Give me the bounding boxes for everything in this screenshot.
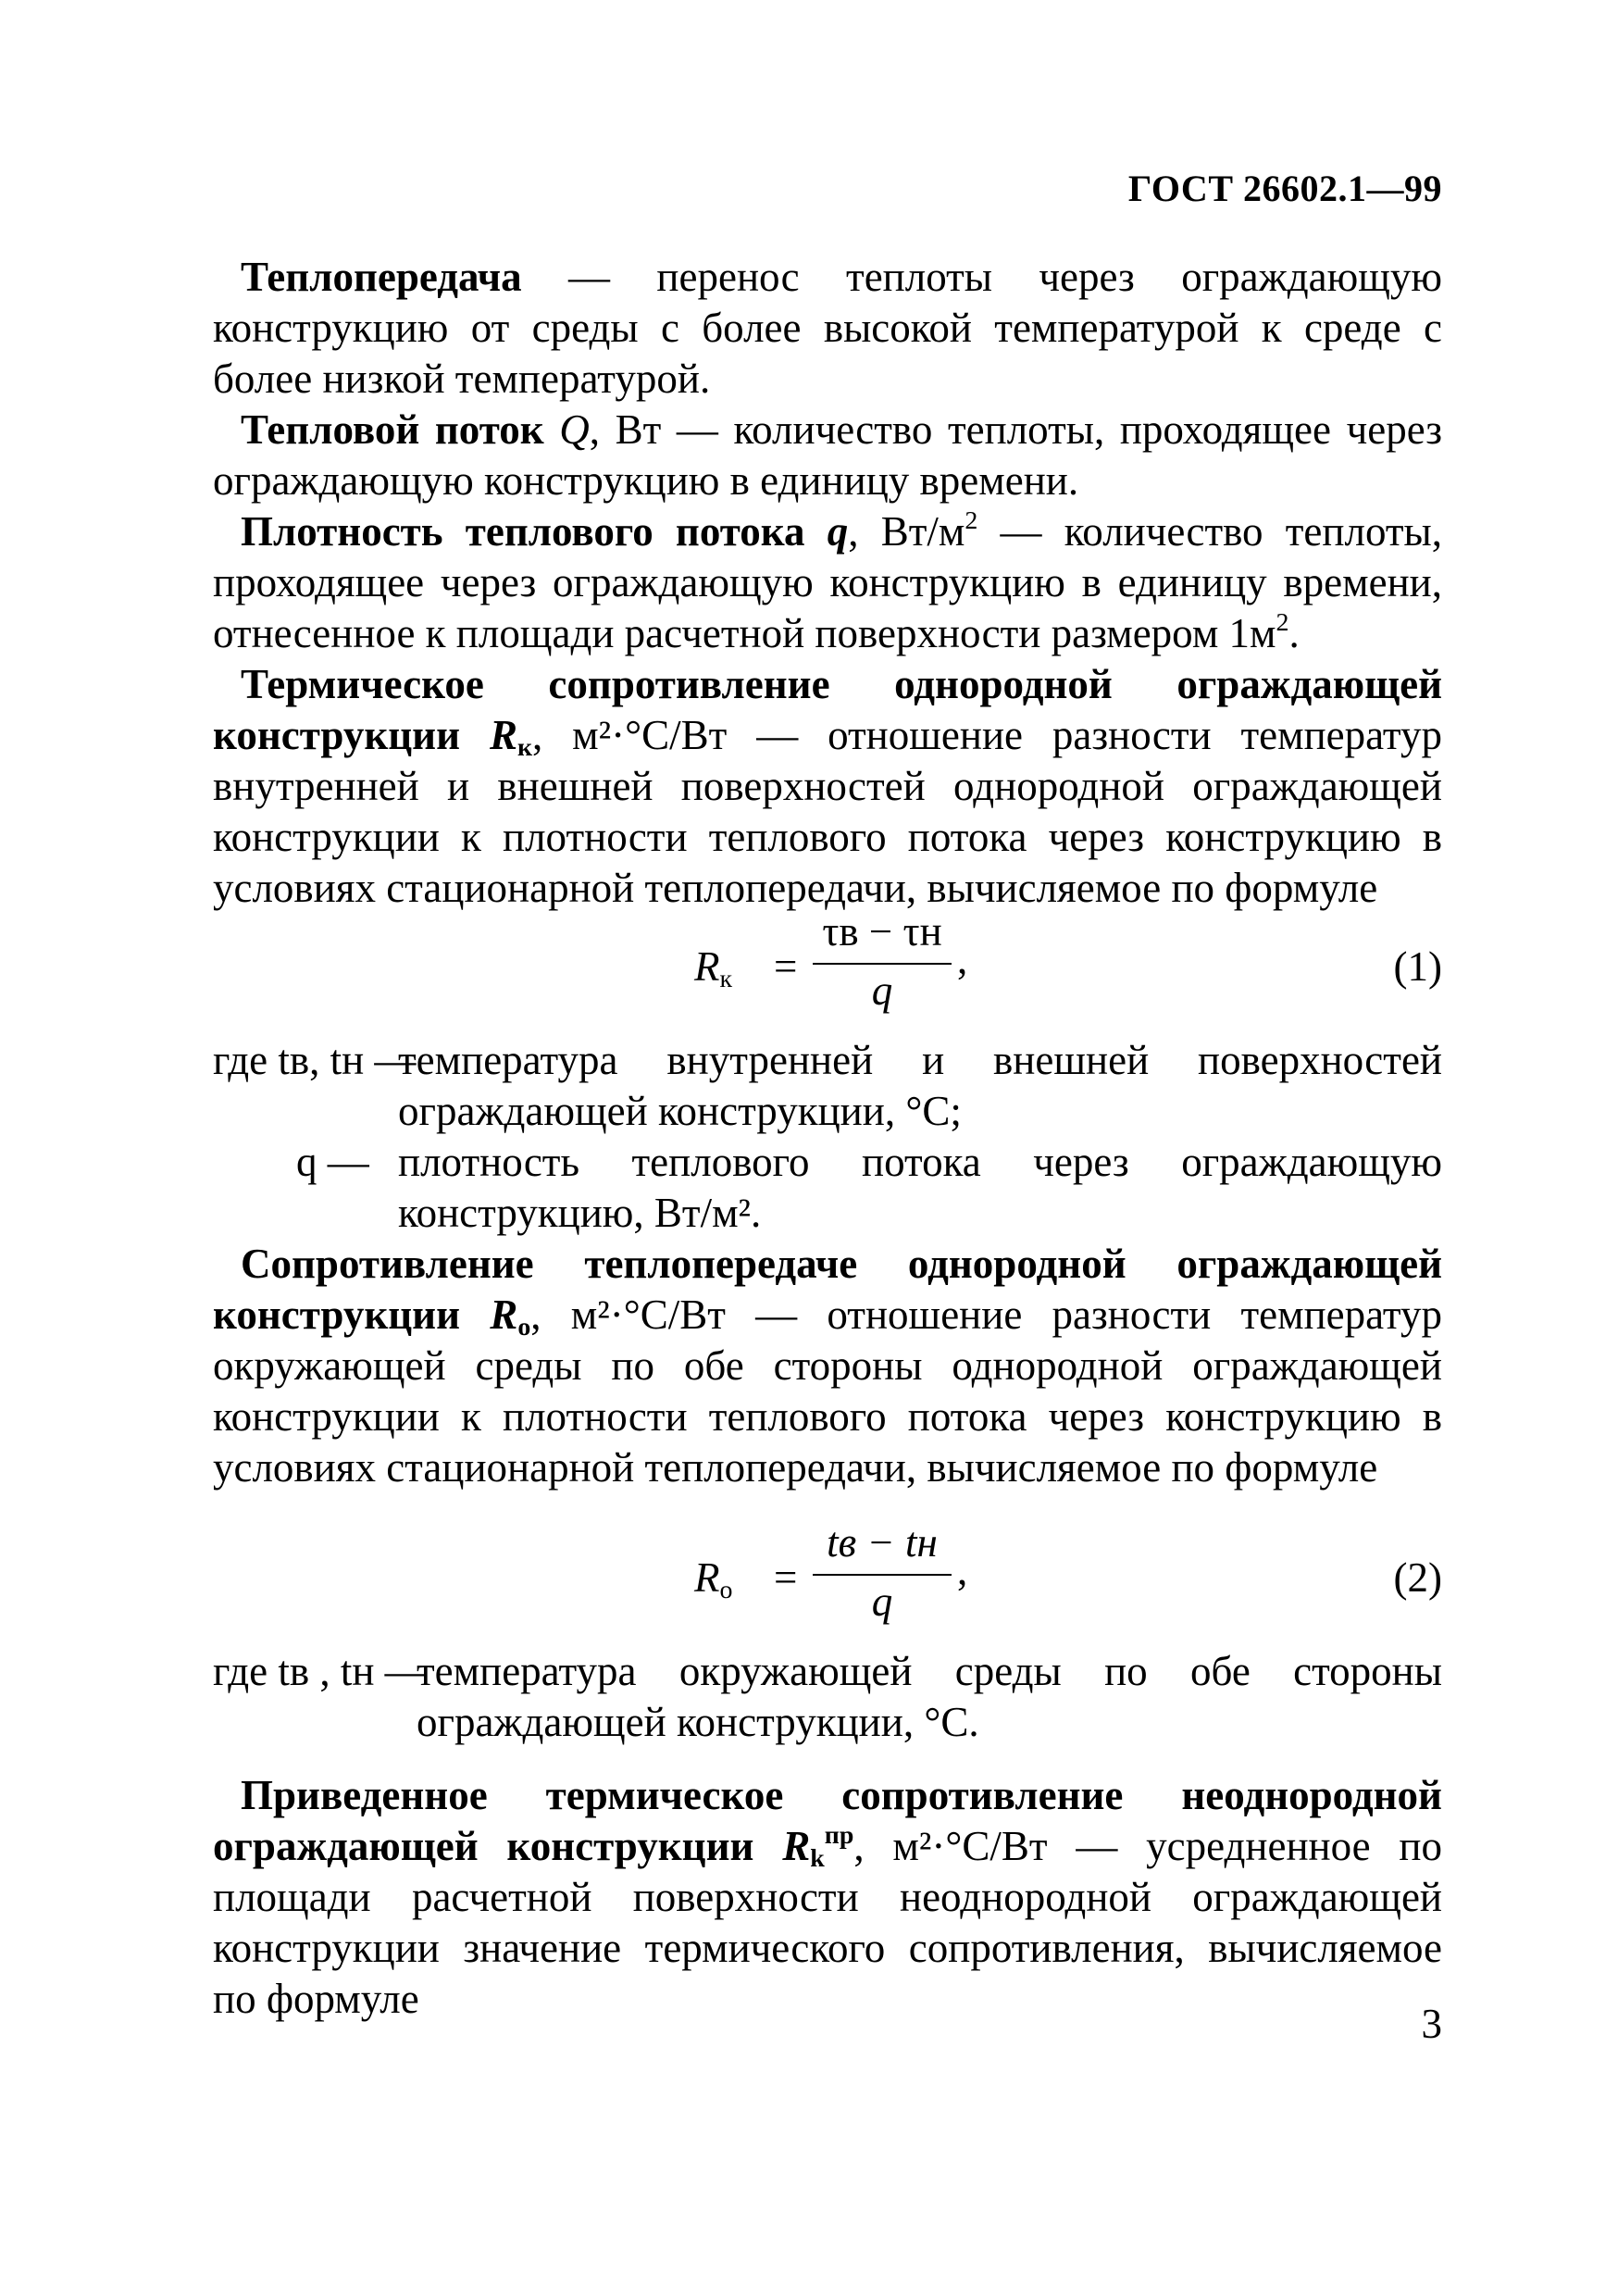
paragraph-heat-flux-density: Плотность теплового потока q, $Вт/м^2$ — количество теплоты, проходящее через ограждающую конструкцию в единицу времени, отнесенное к площади расчетной поверхности размером $1м^2$. xyxy=(213,505,1443,656)
paragraph-heat-flow xyxy=(213,405,1442,506)
formula-1-numerator: τв − τн xyxy=(822,908,942,955)
definition-heat-flow: , Вт — количество теплоты, проходящее через ограждающую конструкцию в единицу времени. xyxy=(213,406,1442,504)
formula-1-denominator: q xyxy=(871,967,893,1014)
formula-1: $R_к$ = τв − τн q , (1) xyxy=(694,908,1442,1014)
paragraph-heat-transfer-resistance: Сопротивление теплопередаче однородной ограждающей конструкции $R_о$, м²·°С/Вт — отношение разности температур окружающей среды по обе стороны однородной ограждающей конструкции к плотности теплового потока через конструкцию в условиях стационарной теплопередачи, вычисляемое по формуле xyxy=(213,1241,1443,1491)
definition-heat-flux-density: — количество теплоты, проходящее через ограждающую конструкцию в единицу времени, отнесенное к площади расчетной поверхности размером 1м xyxy=(213,508,1443,656)
symbol-q: q xyxy=(827,508,849,555)
term-heat-flow: Тепловой поток xyxy=(241,406,544,453)
where-text-1: температура внутренней и внешней поверхностей ограждающей конструкции, °С; xyxy=(398,1037,1442,1134)
term-heat-transfer: Теплопередача xyxy=(241,254,522,300)
paragraph-thermal-resistance: Термическое сопротивление однородной ограждающей конструкции $R_к$, м²·°С/Вт — отношение разности температур внутренней и внешней поверхностей однородной ограждающей конструкции к плотности теплового потока через конструкцию в условиях стационарной теплопередачи, вычисляемое по формуле xyxy=(213,661,1443,911)
formula-2-numerator: tв − tн xyxy=(827,1519,938,1566)
term-thermal-resistance: Термическое сопротивление однородной ограждающей конструкции xyxy=(213,661,1442,758)
equation-number-2: (2) xyxy=(1393,1554,1442,1601)
document-header: ГОСТ 26602.1—99 xyxy=(1127,168,1442,209)
formula-2-denominator: q xyxy=(871,1578,893,1625)
body-text-middle xyxy=(213,1239,1442,1493)
where-label-3: где tв , tн — xyxy=(213,1648,427,1694)
fraction-bar xyxy=(813,1574,952,1576)
formula-2-lhs: $R_о$ xyxy=(694,1554,733,1604)
where-text-3: температура окружающей среды по обе стороны ограждающей конструкции, °С. xyxy=(417,1648,1442,1745)
paragraph-reduced-resistance: Приведенное термическое сопротивление неоднородной ограждающей конструкции $R_k^{пр}$, м²·°С/Вт — усредненное по площади расчетной поверхности неоднородной ограждающей конструкции значение термического сопротивления, вычисляемое по формуле xyxy=(213,1772,1443,2022)
unit-thermal-resistance: , м²·°С/Вт xyxy=(532,712,728,758)
where-label-2: q — xyxy=(296,1139,369,1185)
fraction-bar xyxy=(813,963,952,965)
definition-heat-transfer: — перенос теплоты через ограждающую конструкцию от среды с более высокой температурой к среде с более низкой температурой. xyxy=(213,254,1442,402)
where-block-2 xyxy=(213,1646,1442,1748)
equation-number-1: (1) xyxy=(1393,943,1442,990)
body-text-bottom xyxy=(213,1770,1442,2025)
formula-2: $R_о$ = tв − tн q , (2) xyxy=(694,1519,1442,1625)
unit-reduced-resistance: , м²·°С/Вт xyxy=(853,1823,1048,1869)
term-reduced-resistance: Приведенное термическое сопротивление неоднородной ограждающей конструкции xyxy=(213,1772,1442,1869)
page-number: 3 xyxy=(1421,2001,1442,2047)
unit-heat-flux: , Вт/м xyxy=(848,508,965,555)
term-heat-flux-density: Плотность теплового потока xyxy=(241,508,805,555)
term-heat-transfer-resistance: Сопротивление теплопередаче однородной ограждающей конструкции xyxy=(213,1241,1442,1338)
definition-heat-transfer-resistance: — отношение разности температур окружающей среды по обе стороны однородной ограждающей конструкции к плотности теплового потока через конструкцию в условиях стационарной теплопередачи, вычисляемое по формуле xyxy=(213,1292,1443,1491)
definition-thermal-resistance: — отношение разности температур внутренней и внешней поверхностей однородной ограждающей конструкции к плотности теплового потока через конструкцию в условиях стационарной теплопередачи, вычисляемое по формуле xyxy=(213,712,1443,911)
where-text-2: плотность теплового потока через ограждающую конструкцию, Вт/м². xyxy=(398,1139,1442,1236)
unit-heat-transfer-resistance: , м²·°С/Вт xyxy=(530,1292,726,1338)
symbol-q-capital: Q xyxy=(559,406,590,453)
where-block-1 xyxy=(213,1035,1442,1239)
where-label-1: где tв, tн — xyxy=(213,1037,417,1083)
formula-1-lhs: $R_к$ xyxy=(694,943,733,993)
paragraph-heat-transfer xyxy=(213,252,1442,405)
body-text-top xyxy=(213,252,1442,914)
definition-reduced-resistance: — усредненное по площади расчетной поверхности неоднородной ограждающей конструкции значение термического сопротивления, вычисляемое по формуле xyxy=(213,1823,1443,2022)
